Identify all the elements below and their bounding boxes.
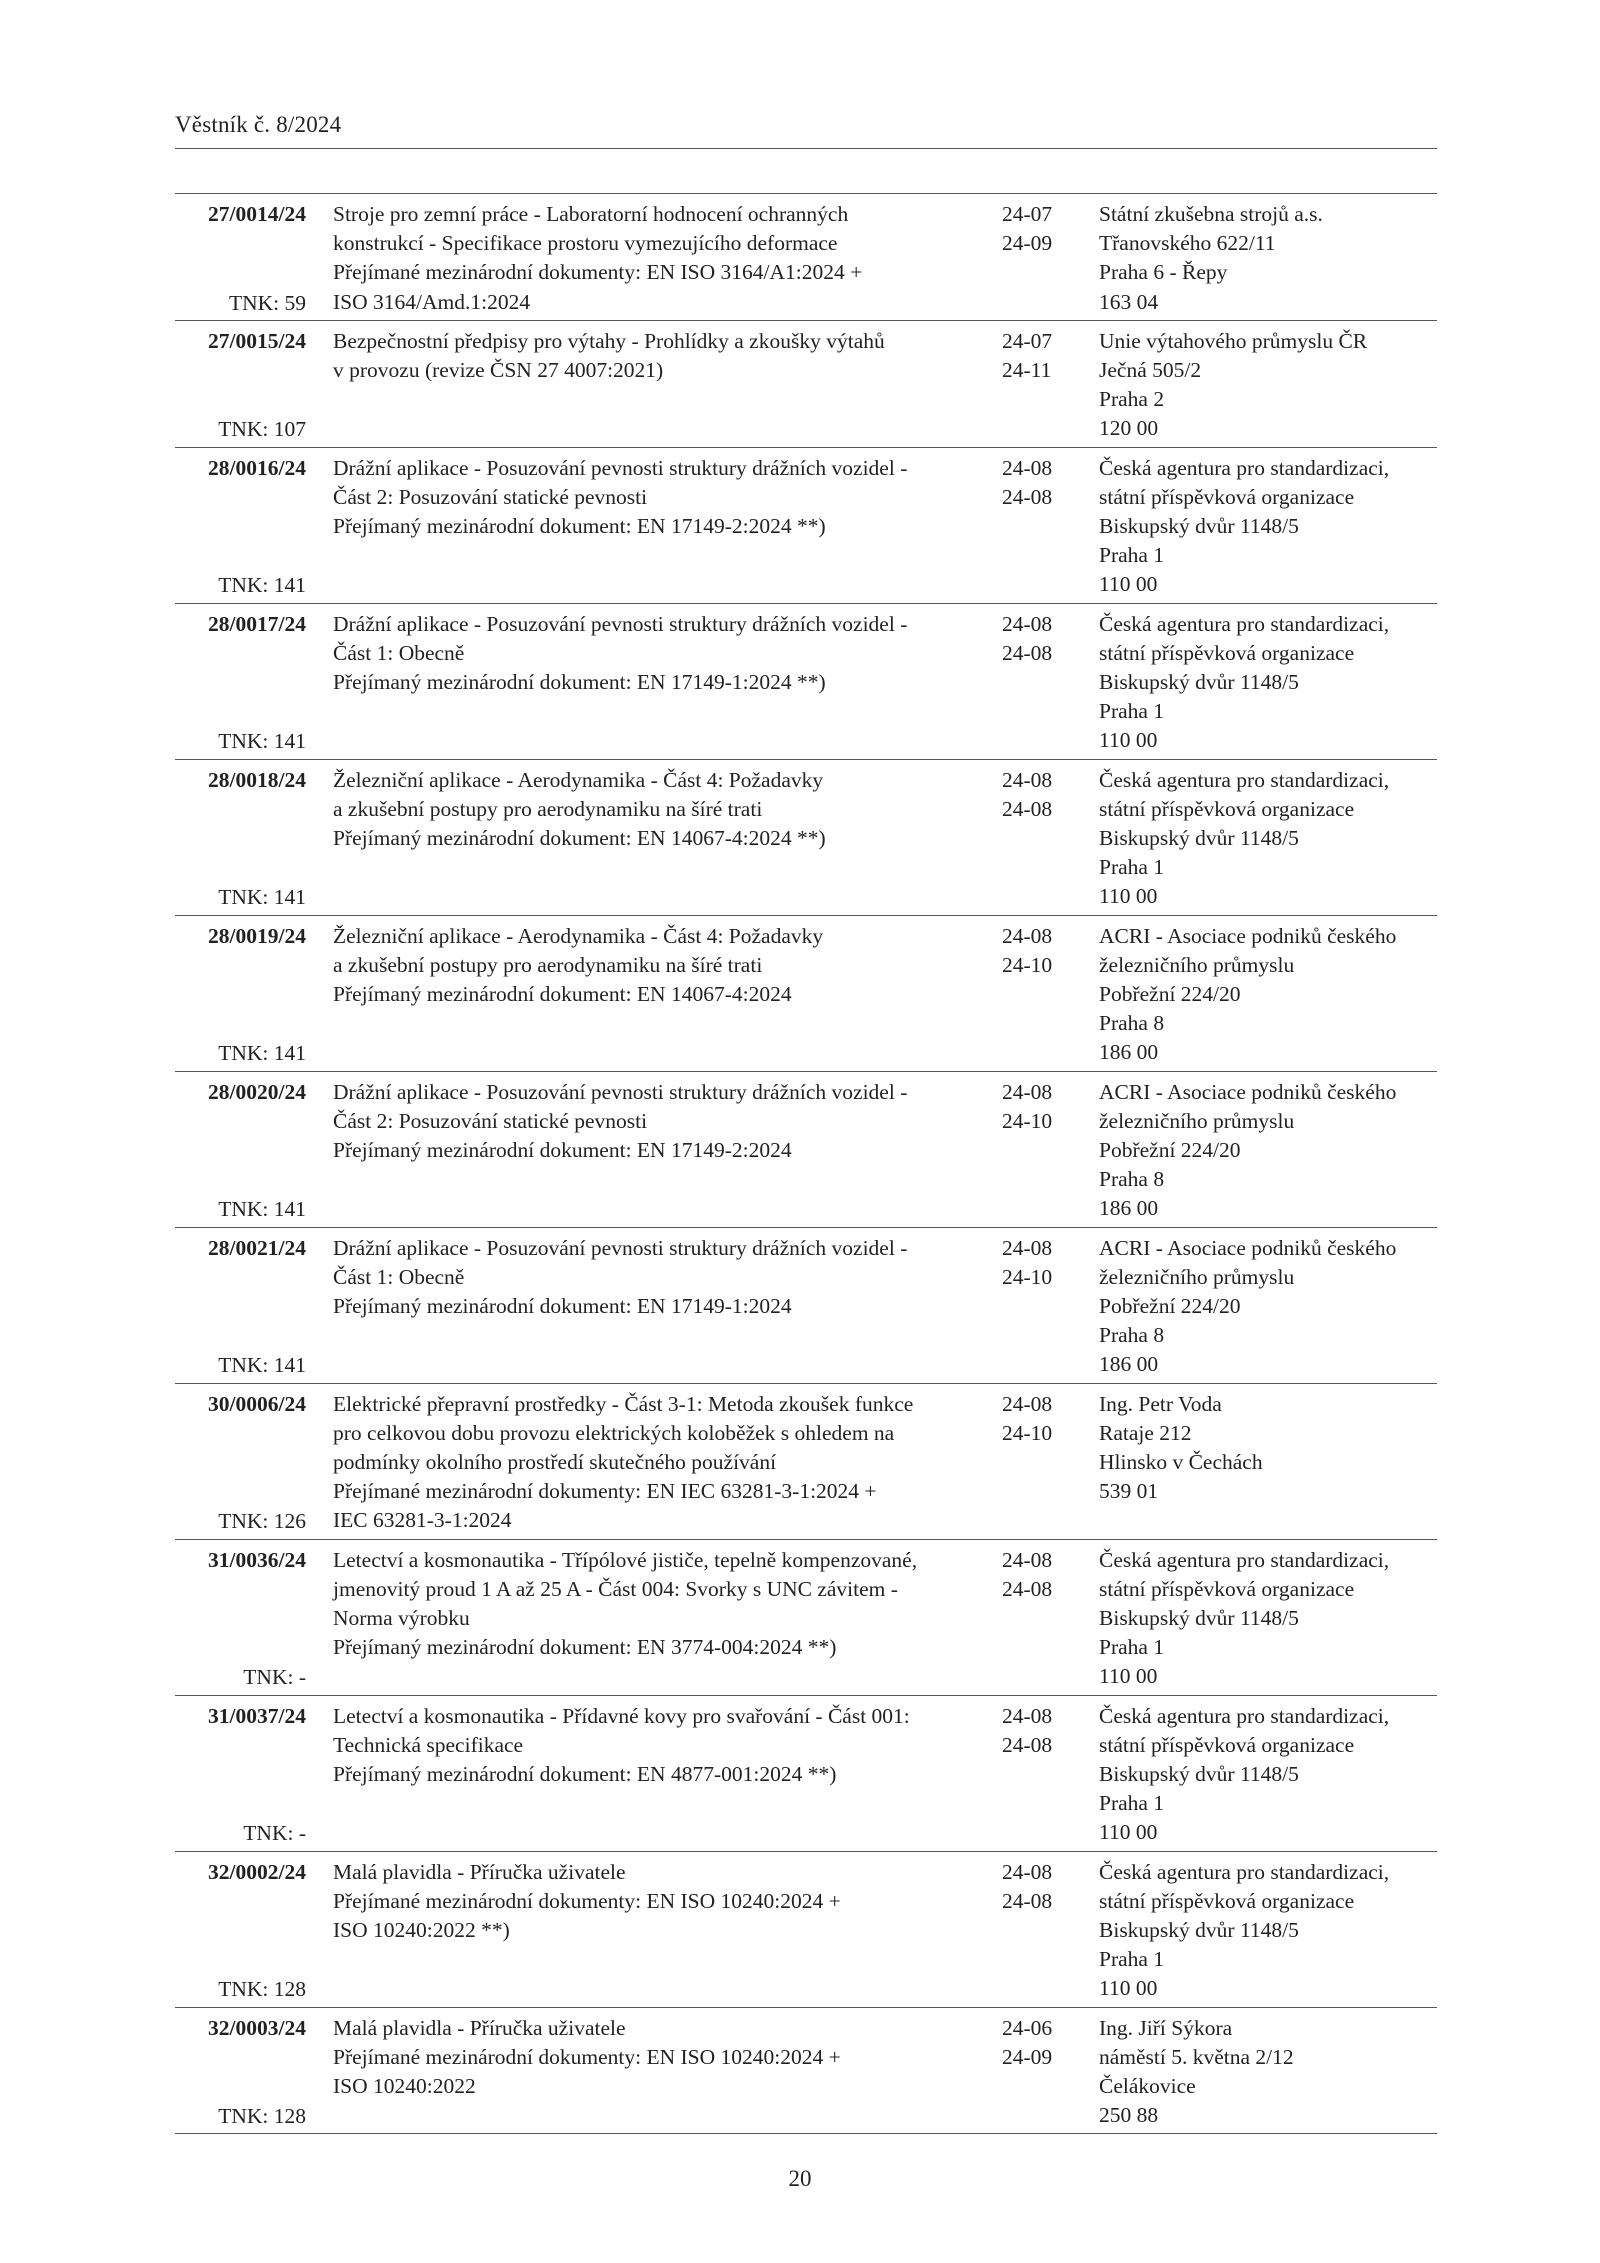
entry-dates-line: 24-08	[1002, 484, 1053, 509]
entry-title-line: Stroje pro zemní práce - Laboratorní hodnocení ochranných	[333, 202, 849, 226]
entry-organization-line: 186 00	[1099, 1040, 1159, 1065]
entry-dates-line: 24-08	[1002, 1576, 1053, 1601]
entry-title-line: podmínky okolního prostředí skutečného používání	[333, 1450, 777, 1474]
entry-title-line: Část 1: Obecně	[333, 640, 465, 665]
entry-title-line: Přejímaný mezinárodní dokument: EN 17149-2:2024 **)	[333, 514, 826, 538]
entry-number: 30/0006/24	[208, 1391, 306, 1416]
entry-title-line: Přejímaný mezinárodní dokument: EN 14067-4:2024 **)	[333, 826, 826, 850]
table-row	[175, 447, 1437, 603]
entry-tnk: TNK: 141	[218, 1041, 306, 1066]
entry-title-line: ISO 3164/Amd.1:2024	[333, 289, 531, 314]
entry-title-line: Norma výrobku	[333, 1606, 470, 1630]
entry-dates	[1002, 1858, 1082, 1916]
entry-title-line: Železniční aplikace - Aerodynamika - Část 4: Požadavky	[333, 923, 824, 948]
entry-dates-line: 24-10	[1002, 1108, 1053, 1133]
entry-title-line: Elektrické přepravní prostředky - Část 3-1: Metoda zkoušek funkce	[333, 1391, 914, 1416]
page-number: 20	[788, 2166, 812, 2191]
entry-tnk: TNK: 141	[218, 885, 306, 910]
entry-organization-line: Praha 1	[1099, 1947, 1165, 1972]
entry-dates-line: 24-10	[1002, 1264, 1053, 1289]
entry-dates-line: 24-09	[1002, 231, 1053, 256]
entry-organization-line: Rataje 212	[1099, 1420, 1192, 1445]
entry-title	[333, 200, 973, 317]
entry-title-line: Bezpečnostní předpisy pro výtahy - Prohlídky a zkoušky výtahů	[333, 328, 885, 353]
entry-title-line: Přejímaný mezinárodní dokument: EN 17149-2:2024	[333, 1138, 792, 1162]
entry-dates	[1002, 1702, 1082, 1760]
entry-title-line: Přejímané mezinárodní dokumenty: EN IEC 63281-3-1:2024 +	[333, 1479, 877, 1504]
table-row	[175, 1071, 1437, 1227]
entry-organization-line: Česká agentura pro standardizaci,	[1099, 1703, 1390, 1728]
entry-dates	[1002, 2014, 1082, 2072]
entry-organization-line: 120 00	[1099, 416, 1159, 441]
entry-organization-line: ACRI - Asociace podniků českého	[1099, 1235, 1397, 1260]
entry-organization-line: ACRI - Asociace podniků českého	[1099, 1079, 1397, 1104]
entry-organization-line: Praha 8	[1099, 1167, 1165, 1192]
entry-title	[333, 1546, 973, 1663]
entry-dates	[1002, 610, 1082, 668]
table-row	[175, 194, 1437, 320]
entry-dates-line: 24-08	[1002, 1391, 1053, 1416]
entry-organization-line: železničního průmyslu	[1099, 1264, 1295, 1289]
entry-organization-line: Biskupský dvůr 1148/5	[1099, 1918, 1299, 1942]
entry-dates	[1002, 327, 1082, 385]
entry-organization-line: 110 00	[1099, 1664, 1158, 1689]
entry-organization-line: 186 00	[1099, 1352, 1159, 1377]
entry-organization-line: Pobřežní 224/20	[1099, 1138, 1241, 1162]
standards-table	[175, 193, 1437, 2134]
entry-title-line: pro celkovou dobu provozu elektrických koloběžek s ohledem na	[333, 1420, 895, 1445]
entry-dates	[1002, 454, 1082, 512]
entry-organization	[1099, 2014, 1437, 2131]
entry-title-line: Přejímané mezinárodní dokumenty: EN ISO 10240:2024 +	[333, 1888, 841, 1913]
entry-number: 32/0003/24	[208, 2015, 306, 2040]
page-header	[175, 112, 1437, 149]
table-row	[175, 1383, 1437, 1539]
entry-organization-line: 539 01	[1099, 1479, 1159, 1504]
entry-organization	[1099, 1702, 1437, 1848]
entry-organization-line: státní příspěvková organizace	[1099, 1732, 1355, 1757]
entry-organization-line: Česká agentura pro standardizaci,	[1099, 1547, 1390, 1572]
entry-tnk: TNK: 128	[218, 1977, 306, 2002]
entry-organization-line: státní příspěvková organizace	[1099, 484, 1355, 509]
entry-title-line: Přejímaný mezinárodní dokument: EN 14067-4:2024	[333, 982, 792, 1006]
table-row	[175, 1851, 1437, 2007]
table-row	[175, 2007, 1437, 2134]
table-row	[175, 915, 1437, 1071]
entry-title-line: IEC 63281-3-1:2024	[333, 1508, 512, 1533]
entry-title-line: Přejímané mezinárodní dokumenty: EN ISO 10240:2024 +	[333, 2044, 841, 2069]
entry-organization-line: Hlinsko v Čechách	[1099, 1450, 1263, 1474]
entry-number: 32/0002/24	[208, 1859, 306, 1884]
entry-title-line: Drážní aplikace - Posuzování pevnosti struktury drážních vozidel -	[333, 1235, 908, 1260]
entry-title-line: konstrukcí - Specifikace prostoru vymezujícího deformace	[333, 231, 838, 256]
entry-organization-line: Praha 6 - Řepy	[1099, 260, 1228, 285]
entry-organization-line: státní příspěvková organizace	[1099, 796, 1355, 821]
entry-organization	[1099, 1390, 1437, 1507]
entry-organization-line: 186 00	[1099, 1196, 1159, 1221]
entry-organization-line: Praha 1	[1099, 855, 1165, 880]
entry-organization-line: 250 88	[1099, 2103, 1159, 2128]
entry-tnk: TNK: 128	[218, 2104, 306, 2129]
entry-organization	[1099, 1078, 1437, 1224]
entry-organization-line: Praha 1	[1099, 699, 1165, 724]
entry-title-line: Letectví a kosmonautika - Přídavné kovy pro svařování - Část 001:	[333, 1703, 910, 1728]
entry-title-line: Drážní aplikace - Posuzování pevnosti struktury drážních vozidel -	[333, 1079, 908, 1104]
entry-organization-line: Praha 8	[1099, 1323, 1165, 1348]
entry-dates	[1002, 1078, 1082, 1136]
entry-title-line: ISO 10240:2022 **)	[333, 1918, 510, 1942]
entry-title	[333, 1858, 973, 1946]
entry-dates-line: 24-08	[1002, 1859, 1053, 1884]
entry-organization-line: Čelákovice	[1099, 2074, 1196, 2098]
entry-title-line: Přejímaný mezinárodní dokument: EN 3774-004:2024 **)	[333, 1635, 837, 1660]
entry-title-line: Drážní aplikace - Posuzování pevnosti struktury drážních vozidel -	[333, 455, 908, 480]
entry-organization-line: 110 00	[1099, 728, 1158, 753]
entry-organization-line: železničního průmyslu	[1099, 952, 1295, 977]
entry-organization	[1099, 1234, 1437, 1380]
entry-organization-line: Unie výtahového průmyslu ČR	[1099, 328, 1368, 353]
table-row	[175, 1695, 1437, 1851]
entry-organization-line: Praha 1	[1099, 1791, 1165, 1816]
entry-organization-line: náměstí 5. května 2/12	[1099, 2044, 1294, 2069]
entry-organization-line: státní příspěvková organizace	[1099, 1576, 1355, 1601]
entry-title	[333, 766, 973, 854]
entry-title-line: Malá plavidla - Příručka uživatele	[333, 2015, 626, 2040]
entry-dates-line: 24-08	[1002, 455, 1053, 480]
entry-organization-line: Praha 2	[1099, 387, 1165, 412]
entry-organization-line: Státní zkušebna strojů a.s.	[1099, 202, 1323, 226]
entry-organization-line: Biskupský dvůr 1148/5	[1099, 514, 1299, 538]
entry-title	[333, 1234, 973, 1322]
entry-organization-line: 110 00	[1099, 884, 1158, 909]
entry-dates-line: 24-08	[1002, 1079, 1053, 1104]
entry-organization	[1099, 610, 1437, 756]
entry-title	[333, 327, 973, 385]
entry-organization-line: Česká agentura pro standardizaci,	[1099, 1859, 1390, 1884]
entry-tnk: TNK: -	[243, 1821, 306, 1846]
entry-title	[333, 610, 973, 698]
entry-tnk: TNK: 59	[228, 290, 306, 315]
entry-organization	[1099, 766, 1437, 912]
entry-dates-line: 24-08	[1002, 1547, 1053, 1572]
entry-title-line: v provozu (revize ČSN 27 4007:2021)	[333, 358, 664, 382]
entry-tnk: TNK: 141	[218, 573, 306, 598]
entry-title	[333, 922, 973, 1010]
entry-organization-line: 110 00	[1099, 572, 1158, 597]
entry-organization-line: Biskupský dvůr 1148/5	[1099, 1606, 1299, 1630]
entry-organization-line: Biskupský dvůr 1148/5	[1099, 1762, 1299, 1786]
entry-title-line: jmenovitý proud 1 A až 25 A - Část 004: Svorky s UNC závitem -	[333, 1576, 898, 1601]
entry-dates	[1002, 1234, 1082, 1292]
entry-organization-line: Česká agentura pro standardizaci,	[1099, 767, 1390, 792]
entry-title-line: Část 2: Posuzování statické pevnosti	[333, 484, 648, 509]
table-row	[175, 759, 1437, 915]
entry-tnk: TNK: 141	[218, 729, 306, 754]
entry-organization-line: státní příspěvková organizace	[1099, 1888, 1355, 1913]
entry-title-line: Malá plavidla - Příručka uživatele	[333, 1859, 626, 1884]
entry-number: 31/0036/24	[208, 1547, 306, 1572]
entry-tnk: TNK: 141	[218, 1353, 306, 1378]
entry-organization	[1099, 454, 1437, 600]
entry-organization-line: Třanovského 622/11	[1099, 231, 1276, 256]
entry-organization-line: Biskupský dvůr 1148/5	[1099, 670, 1299, 694]
entry-dates-line: 24-08	[1002, 1888, 1053, 1913]
entry-organization-line: Praha 1	[1099, 1635, 1165, 1660]
entry-dates	[1002, 1390, 1082, 1448]
entry-dates-line: 24-10	[1002, 952, 1053, 977]
entry-organization-line: Česká agentura pro standardizaci,	[1099, 455, 1390, 480]
entry-number: 31/0037/24	[208, 1703, 306, 1728]
entry-title-line: Přejímaný mezinárodní dokument: EN 17149-1:2024	[333, 1294, 792, 1318]
entry-title-line: Železniční aplikace - Aerodynamika - Část 4: Požadavky	[333, 767, 824, 792]
entry-title-line: Přejímané mezinárodní dokumenty: EN ISO 3164/A1:2024 +	[333, 260, 863, 285]
entry-tnk: TNK: 126	[218, 1509, 306, 1534]
entry-organization-line: Ječná 505/2	[1099, 358, 1202, 382]
entry-organization-line: Ing. Petr Voda	[1099, 1391, 1222, 1416]
table-row	[175, 1227, 1437, 1383]
entry-tnk: TNK: 107	[218, 417, 306, 442]
entry-title-line: Letectví a kosmonautika - Třípólové jističe, tepelně kompenzované,	[333, 1547, 918, 1572]
entry-number: 28/0019/24	[208, 923, 306, 948]
entry-organization-line: 110 00	[1099, 1976, 1158, 2001]
entry-organization-line: 110 00	[1099, 1820, 1158, 1845]
entry-organization-line: Pobřežní 224/20	[1099, 1294, 1241, 1318]
entry-organization-line: ACRI - Asociace podniků českého	[1099, 923, 1397, 948]
entry-dates-line: 24-08	[1002, 640, 1053, 665]
entry-dates-line: 24-07	[1002, 328, 1053, 353]
entry-organization	[1099, 1546, 1437, 1692]
entry-dates-line: 24-06	[1002, 2015, 1053, 2040]
entry-organization-line: železničního průmyslu	[1099, 1108, 1295, 1133]
entry-organization	[1099, 327, 1437, 444]
entry-organization-line: Ing. Jiří Sýkora	[1099, 2015, 1233, 2040]
entry-tnk: TNK: -	[243, 1665, 306, 1690]
entry-title	[333, 1390, 973, 1536]
entry-title-line: Přejímaný mezinárodní dokument: EN 4877-001:2024 **)	[333, 1762, 837, 1786]
entry-dates-line: 24-09	[1002, 2044, 1053, 2069]
entry-organization-line: 163 04	[1099, 289, 1159, 314]
entry-organization	[1099, 922, 1437, 1068]
entry-title-line: Přejímaný mezinárodní dokument: EN 17149-1:2024 **)	[333, 670, 826, 694]
entry-title-line: Část 1: Obecně	[333, 1264, 465, 1289]
entry-number: 28/0017/24	[208, 611, 306, 636]
entry-dates-line: 24-08	[1002, 923, 1053, 948]
entry-dates	[1002, 766, 1082, 824]
entry-dates-line: 24-08	[1002, 611, 1053, 636]
entry-organization-line: státní příspěvková organizace	[1099, 640, 1355, 665]
entry-organization	[1099, 200, 1437, 317]
entry-dates	[1002, 922, 1082, 980]
entry-title-line: ISO 10240:2022	[333, 2074, 476, 2098]
entry-title	[333, 1078, 973, 1166]
table-row	[175, 320, 1437, 447]
entry-dates-line: 24-08	[1002, 767, 1053, 792]
entry-dates-line: 24-08	[1002, 1703, 1053, 1728]
entry-organization	[1099, 1858, 1437, 2004]
entry-dates	[1002, 200, 1082, 258]
table-row	[175, 603, 1437, 759]
entry-dates-line: 24-10	[1002, 1420, 1053, 1445]
entry-organization-line: Pobřežní 224/20	[1099, 982, 1241, 1006]
entry-dates-line: 24-07	[1002, 202, 1053, 226]
entry-title-line: Část 2: Posuzování statické pevnosti	[333, 1108, 648, 1133]
entry-number: 27/0015/24	[208, 328, 306, 353]
table-row	[175, 1539, 1437, 1695]
entry-title	[333, 454, 973, 542]
entry-title-line: Drážní aplikace - Posuzování pevnosti struktury drážních vozidel -	[333, 611, 908, 636]
entry-title	[333, 2014, 973, 2102]
entry-title-line: a zkušební postupy pro aerodynamiku na šíré trati	[333, 796, 763, 821]
entry-dates-line: 24-08	[1002, 1235, 1053, 1260]
entry-title	[333, 1702, 973, 1790]
entry-tnk: TNK: 141	[218, 1197, 306, 1222]
entry-dates-line: 24-11	[1002, 358, 1052, 382]
header-title: Věstník č. 8/2024	[175, 112, 342, 137]
entry-dates-line: 24-08	[1002, 1732, 1053, 1757]
entry-dates-line: 24-08	[1002, 796, 1053, 821]
entry-number: 28/0018/24	[208, 767, 306, 792]
entry-number: 28/0021/24	[208, 1235, 306, 1260]
entry-number: 28/0020/24	[208, 1079, 306, 1104]
entry-number: 27/0014/24	[208, 202, 306, 226]
entry-title-line: a zkušební postupy pro aerodynamiku na šíré trati	[333, 952, 763, 977]
entry-organization-line: Česká agentura pro standardizaci,	[1099, 611, 1390, 636]
entry-dates	[1002, 1546, 1082, 1604]
entry-organization-line: Biskupský dvůr 1148/5	[1099, 826, 1299, 850]
entry-title-line: Technická specifikace	[333, 1732, 524, 1757]
entry-number: 28/0016/24	[208, 455, 306, 480]
entry-organization-line: Praha 8	[1099, 1011, 1165, 1036]
entry-organization-line: Praha 1	[1099, 543, 1165, 568]
